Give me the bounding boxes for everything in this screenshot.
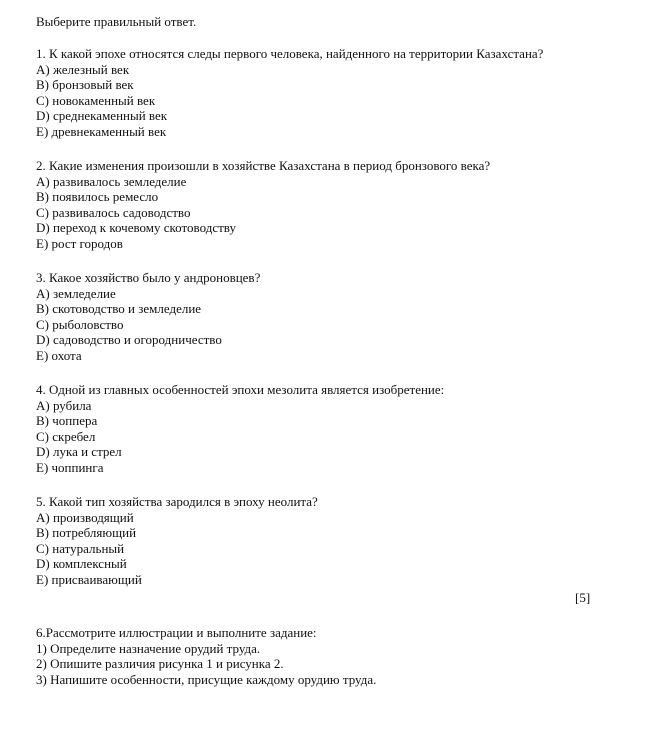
answer-option-b: B) появилось ремесло	[36, 189, 159, 205]
answer-option-e: E) охота	[36, 347, 82, 363]
answer-option-d: D) среднекаменный век	[36, 108, 168, 124]
answer-option-a: A) железный век	[36, 61, 130, 77]
answer-option-c: C) новокаменный век	[36, 92, 156, 108]
score-marker: [5]	[575, 590, 591, 605]
task-6-block	[36, 625, 376, 687]
question-block-3	[36, 270, 260, 364]
task-6-item-3: 3) Напишите особенности, присущие каждому орудию труда.	[36, 671, 377, 687]
question-text: 1. К какой эпохе относятся следы первого человека, найденного на территории Казахстана?	[36, 46, 544, 61]
answer-option-d: D) переход к кочевому скотоводству	[36, 220, 236, 236]
answer-option-c: C) развивалось садоводство	[36, 204, 191, 220]
answer-option-d: D) садоводство и огородничество	[36, 332, 222, 348]
answer-option-b: B) бронзовый век	[36, 77, 134, 93]
question-text: 5. Какой тип хозяйства зародился в эпоху неолита?	[36, 494, 318, 509]
question-text: 4. Одной из главных особенностей эпохи мезолита является изобретение:	[36, 382, 445, 397]
question-text: 2. Какие изменения произошли в хозяйстве Казахстана в период бронзового века?	[36, 158, 491, 173]
task-6-title: 6.Рассмотрите иллюстрации и выполните задание:	[36, 625, 317, 640]
answer-option-e: E) древнекаменный век	[36, 123, 167, 139]
task-6-item-1: 1) Определите назначение орудий труда.	[36, 640, 261, 656]
answer-option-c: C) рыболовство	[36, 316, 124, 332]
question-text: 3. Какое хозяйство было у андроновцев?	[36, 270, 261, 285]
answer-option-d: D) лука и стрел	[36, 444, 122, 460]
instruction-text: Выберите правильный ответ.	[36, 14, 197, 29]
answer-option-a: A) рубила	[36, 397, 92, 413]
answer-option-a: A) земледелие	[36, 285, 116, 301]
answer-option-e: E) чоппинга	[36, 459, 104, 475]
answer-option-b: B) чоппера	[36, 413, 98, 429]
answer-option-e: E) присваивающий	[36, 571, 142, 587]
answer-option-a: A) развивалось земледелие	[36, 173, 187, 189]
answer-option-a: A) производящий	[36, 509, 134, 525]
answer-option-b: B) скотоводство и земледелие	[36, 301, 202, 317]
answer-option-c: C) натуральный	[36, 540, 125, 556]
answer-option-d: D) комплексный	[36, 556, 127, 572]
question-block-5	[36, 494, 318, 588]
answer-option-b: B) потребляющий	[36, 525, 137, 541]
question-block-2	[36, 158, 490, 252]
answer-option-c: C) скребел	[36, 428, 96, 444]
question-block-1	[36, 46, 543, 140]
question-block-4	[36, 382, 444, 476]
answer-option-e: E) рост городов	[36, 235, 123, 251]
task-6-item-2: 2) Опишите различия рисунка 1 и рисунка 2.	[36, 656, 284, 672]
